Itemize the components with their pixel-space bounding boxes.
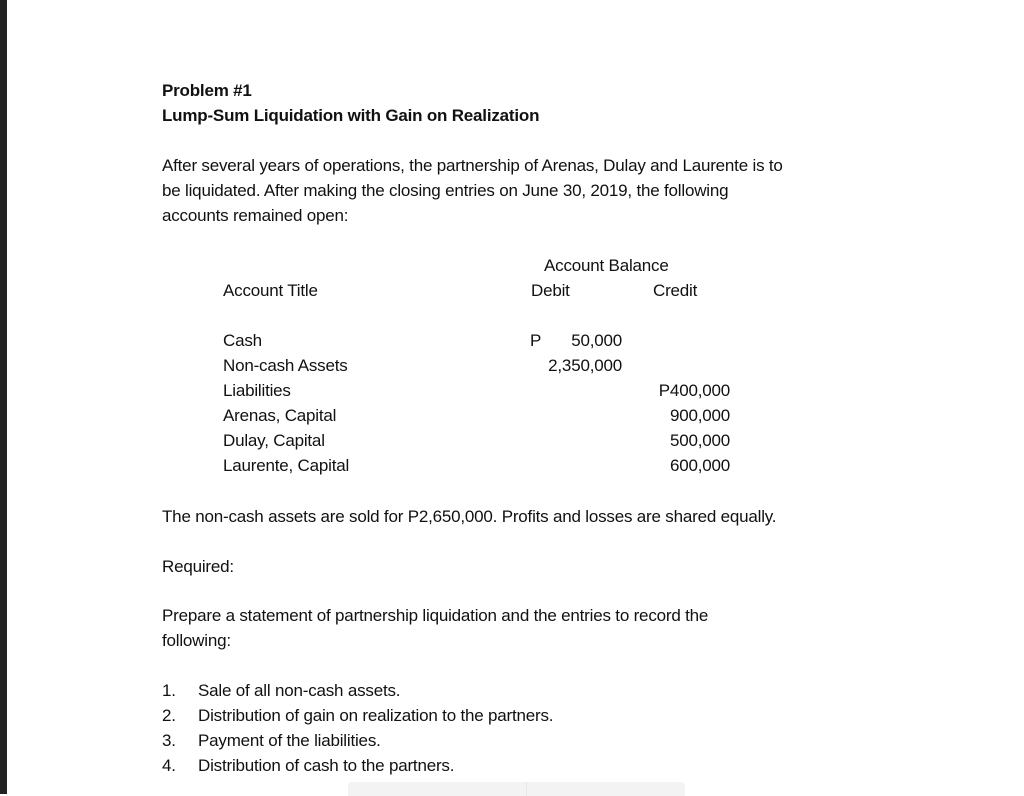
credit-value: P400,000 <box>658 381 730 400</box>
step-number: 4. <box>162 756 176 775</box>
credit-value: 900,000 <box>669 406 730 425</box>
account-name: Laurente, Capital <box>223 456 350 475</box>
intro-line-2: be liquidated. After making the closing entries on June 30, 2019, the following <box>162 181 729 200</box>
account-balance-header: Account Balance <box>544 256 669 275</box>
credit-value: 600,000 <box>669 456 730 475</box>
instructions-line-2: following: <box>162 631 231 650</box>
sale-note: The non-cash assets are sold for P2,650,000. Profits and losses are shared equally. <box>162 507 777 526</box>
debit-value: 2,350,000 <box>548 356 622 375</box>
debit-currency-prefix: P <box>530 331 542 350</box>
step-number: 3. <box>162 731 176 750</box>
intro-line-3: accounts remained open: <box>162 206 349 225</box>
step-number: 2. <box>162 706 176 725</box>
required-label: Required: <box>162 557 234 576</box>
account-name: Arenas, Capital <box>223 406 337 425</box>
debit-value: 50,000 <box>571 331 622 350</box>
debit-header: Debit <box>531 281 570 300</box>
step-text: Payment of the liabilities. <box>198 731 381 750</box>
account-name: Non-cash Assets <box>223 356 348 375</box>
instructions-line-1: Prepare a statement of partnership liquidation and the entries to record the <box>162 606 709 625</box>
account-name: Liabilities <box>223 381 291 400</box>
problem-title: Lump-Sum Liquidation with Gain on Realization <box>162 106 540 125</box>
credit-value: 500,000 <box>669 431 730 450</box>
step-text: Sale of all non-cash assets. <box>198 681 401 700</box>
intro-line-1: After several years of operations, the partnership of Arenas, Dulay and Laurente is to <box>162 156 783 175</box>
account-name: Dulay, Capital <box>223 431 325 450</box>
account-name: Cash <box>223 331 262 350</box>
step-text: Distribution of gain on realization to the partners. <box>198 706 554 725</box>
step-text: Distribution of cash to the partners. <box>198 756 455 775</box>
account-title-header: Account Title <box>223 281 318 300</box>
credit-header: Credit <box>653 281 698 300</box>
problem-number: Problem #1 <box>162 81 252 100</box>
step-number: 1. <box>162 681 176 700</box>
